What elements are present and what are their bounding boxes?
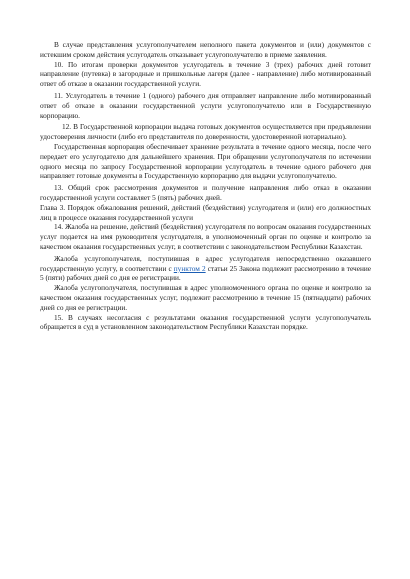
paragraph-incomplete-package: В случае представления услугополучателем неполного пакета документов и (или) документов с истекшим сроком действия услугодатель отказывает услугополучателю в приеме заявления. [40,40,371,59]
paragraph-14-service-text-after: статьи 25 Закона подлежит рассмотрению в течение 5 (пяти) рабочих дней со дня ее регистрации. [40,263,371,283]
chapter-3-heading: Глава 3. Порядок обжалования решений, действий (бездействия) услугодателя и (или) его должностных лиц в процессе оказания государственной услуги [40,202,371,222]
paragraph-14-service-provider [40,254,371,283]
document-body [40,40,371,332]
paragraph-12-storage: Государственная корпорация обеспечивает хранение результата в течение одного месяца, после чего передает его услугодателю для дальнейшего хранения. При обращении услугополучателя по истечении одного месяца по запросу Государственной корпорации услугодатель в течение одного рабочего дня направляет готовые документы в Государственную корпорацию для выдачи услугополучателю. [40,141,371,181]
paragraph-14: 14. Жалоба на решение, действий (бездействия) услугодателя по вопросам оказания государственных услуг подается на имя руководителя услугодателя, в уполномоченный орган по оценке и контролю за качеством оказания государственных услуг, в соответствии с законодательством Республики Казахстан. [40,222,371,251]
paragraph-11: 11. Услугодатель в течение 1 (одного) рабочего дня отправляет направление либо мотивированный ответ об отказе в оказании государственной услуги услугополучателю или в Государственную корпорацию. [40,90,371,120]
paragraph-15: 15. В случаях несогласия с результатами оказания государственной услуги услугополучатель обращается в суд в установленном законодательством Республики Казахстан порядке. [40,312,371,332]
paragraph-10: 10. По итогам проверки документов услугодатель в течение 3 (трех) рабочих дней готовит направление (путевка) в загородные и пришкольные лагеря (далее - направление) либо мотивированный ответ об отказе в оказании государственной услуги. [40,59,371,89]
article-25-point-2-link[interactable]: пунктом 2 [173,263,206,273]
paragraph-14-service-text-before: Жалоба услугополучателя, поступившая в адрес услугодателя непосредственно оказавшего государственную услугу, в соответствии с [40,253,371,273]
paragraph-12: 12. В Государственной корпорации выдача готовых документов осуществляется при предъявлении удостоверения личности (либо его представителя по доверенности, удостоверенной нотариально). [40,122,371,142]
paragraph-14-authorized-agency: Жалоба услугополучателя, поступившая в адрес уполномоченного органа по оценке и контролю за качеством оказания государственных услуг, подлежит рассмотрению в течение 15 (пятнадцати) рабочих дней со дня ее регистрации. [40,283,371,312]
paragraph-13: 13. Общий срок рассмотрения документов и получение направления либо отказ в оказании государственной услуги составляет 5 (пять) рабочих дней. [40,183,371,202]
